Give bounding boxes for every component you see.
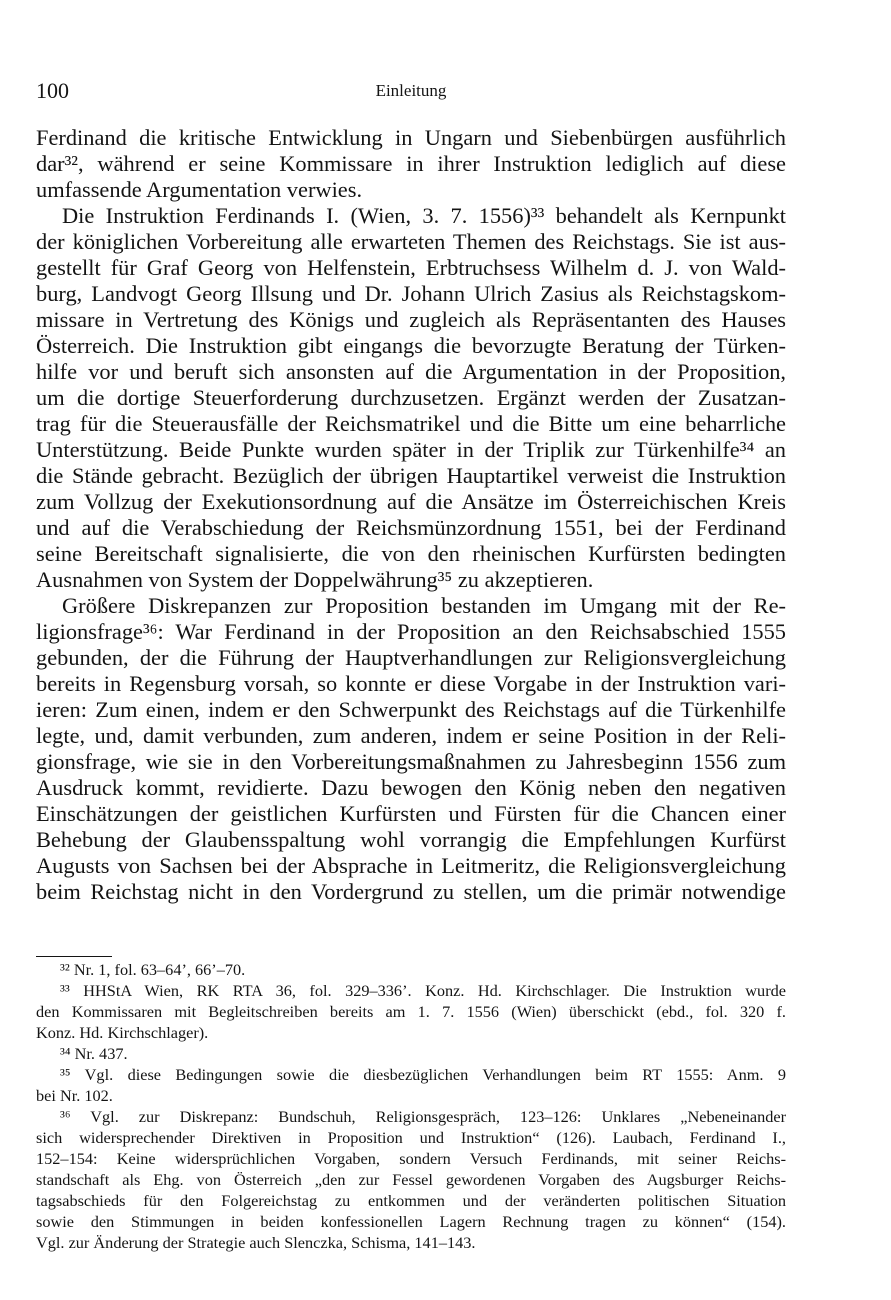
body-line: Die Instruktion Ferdinands I. (Wien, 3. 7. 1556)³³ behandelt als Kernpunkt <box>62 203 786 228</box>
footnote-line: ³⁵ Vgl. diese Bedingungen sowie die diesbezüglichen Verhandlungen beim RT 1555: Anm. 9 <box>60 1065 786 1084</box>
body-line: und auf die Verabschiedung der Reichsmünzordnung 1551, bei der Ferdinand <box>36 515 786 540</box>
body-line: Ausdruck kommt, revidierte. Dazu bewogen den König neben den negativen <box>36 775 786 800</box>
body-line: zum Vollzug der Exekutionsordnung auf die Ansätze im Österreichischen Kreis <box>36 489 786 514</box>
footnote-line: ³⁶ Vgl. zur Diskrepanz: Bundschuh, Religionsgespräch, 123–126: Unklares „Nebeneinander <box>60 1107 786 1126</box>
body-line: legte, und, damit verbunden, zum anderen, indem er seine Position in der Reli- <box>36 723 786 748</box>
footnote-line: Vgl. zur Änderung der Strategie auch Slenczka, Schisma, 141–143. <box>36 1233 476 1252</box>
footnote-line: sich widersprechender Direktiven in Proposition und Instruktion“ (126). Laubach, Ferdinand I., <box>36 1128 786 1147</box>
footnote-line: den Kommissaren mit Begleitschreiben bereits am 1. 7. 1556 (Wien) überschickt (ebd., fol. 320 f. <box>36 1002 786 1021</box>
body-line: ieren: Zum einen, indem er den Schwerpunkt des Reichstags auf die Türkenhilfe <box>36 697 786 722</box>
footnote-line: 152–154: Keine widersprüchlichen Vorgaben, sondern Versuch Ferdinands, mit seiner Reichs- <box>36 1149 786 1168</box>
body-line: Größere Diskrepanzen zur Proposition bestanden im Umgang mit der Re- <box>62 593 786 618</box>
body-line: dar³², während er seine Kommissare in ihrer Instruktion lediglich auf diese <box>36 151 786 176</box>
body-line: ligionsfrage³⁶: War Ferdinand in der Proposition an den Reichsabschied 1555 <box>36 619 786 644</box>
body-line: gestellt für Graf Georg von Helfenstein, Erbtruchsess Wilhelm d. J. von Wald- <box>36 255 786 280</box>
footnote-divider <box>36 956 112 957</box>
footnote-line: ³² Nr. 1, fol. 63–64’, 66’–70. <box>60 960 246 979</box>
footnote-line: sowie den Stimmungen in beiden konfessionellen Lagern Rechnung tragen zu können“ (154). <box>36 1212 786 1231</box>
body-line: beim Reichstag nicht in den Vordergrund zu stellen, um die primär notwendige <box>36 879 786 904</box>
footnote-line: ³³ HHStA Wien, RK RTA 36, fol. 329–336’. Konz. Hd. Kirchschlager. Die Instruktion wurde <box>60 981 786 1000</box>
footnote-line: tagsabschieds für den Folgereichstag zu entkommen und der veränderten politischen Situation <box>36 1191 786 1210</box>
body-line: Ausnahmen von System der Doppelwährung³⁵ zu akzeptieren. <box>36 567 594 592</box>
body-line: der königlichen Vorbereitung alle erwarteten Themen des Reichstags. Sie ist aus- <box>36 229 786 254</box>
footnote-line: Konz. Hd. Kirchschlager). <box>36 1023 209 1042</box>
body-line: Behebung der Glaubensspaltung wohl vorrangig die Empfehlungen Kurfürst <box>36 827 786 852</box>
body-line: um die dortige Steuerforderung durchzusetzen. Ergänzt werden der Zusatzan- <box>36 385 786 410</box>
body-line: umfassende Argumentation verwies. <box>36 177 363 202</box>
body-line: trag für die Steuerausfälle der Reichsmatrikel und die Bitte um eine beharrliche <box>36 411 786 436</box>
body-line: missare in Vertretung des Königs und zugleich als Repräsentanten des Hauses <box>36 307 786 332</box>
page-number: 100 <box>36 78 69 103</box>
body-line: Unterstützung. Beide Punkte wurden später in der Triplik zur Türkenhilfe³⁴ an <box>36 437 786 462</box>
footnote-line: bei Nr. 102. <box>36 1086 113 1105</box>
body-line: hilfe vor und beruft sich ansonsten auf die Argumentation in der Proposition, <box>36 359 786 384</box>
body-line: Österreich. Die Instruktion gibt eingangs die bevorzugte Beratung der Türken- <box>36 333 786 358</box>
body-line: burg, Landvogt Georg Illsung und Dr. Johann Ulrich Zasius als Reichstagskom- <box>36 281 786 306</box>
footnote-line: ³⁴ Nr. 437. <box>60 1044 128 1063</box>
body-line: bereits in Regensburg vorsah, so konnte er diese Vorgabe in der Instruktion vari- <box>36 671 786 696</box>
body-line: seine Bereitschaft signalisierte, die von den rheinischen Kurfürsten bedingten <box>36 541 786 566</box>
body-line: die Stände gebracht. Bezüglich der übrigen Hauptartikel verweist die Instruktion <box>36 463 786 488</box>
body-line: Ferdinand die kritische Entwicklung in Ungarn und Siebenbürgen ausführlich <box>36 125 786 150</box>
body-line: gebunden, der die Führung der Hauptverhandlungen zur Religionsvergleichung <box>36 645 786 670</box>
body-line: Augusts von Sachsen bei der Absprache in Leitmeritz, die Religionsvergleichung <box>36 853 786 878</box>
running-title: Einleitung <box>375 81 447 100</box>
page-header <box>36 78 786 106</box>
footnote-line: standschaft als Ehg. von Österreich „den zur Fessel gewordenen Vorgaben des Augsburger Reichs- <box>36 1170 786 1189</box>
body-line: gionsfrage, wie sie in den Vorbereitungsmaßnahmen zu Jahresbeginn 1556 zum <box>36 749 786 774</box>
body-line: Einschätzungen der geistlichen Kurfürsten und Fürsten für die Chancen einer <box>36 801 786 826</box>
